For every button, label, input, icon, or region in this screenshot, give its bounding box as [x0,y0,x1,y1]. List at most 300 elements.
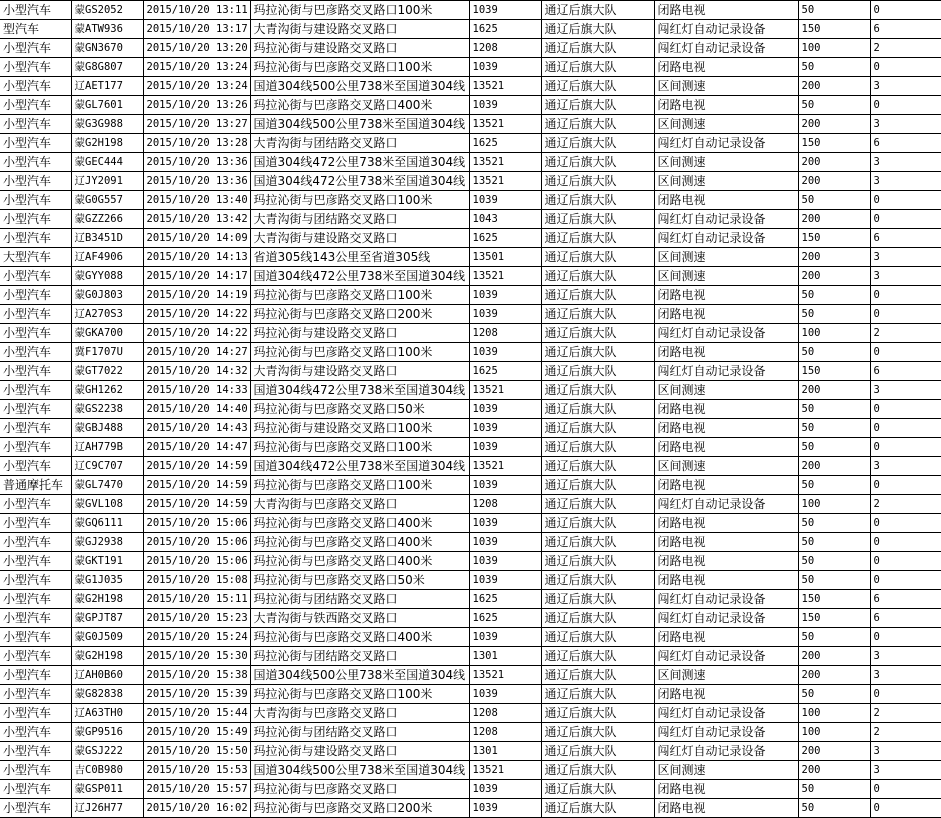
time-cell[interactable]: 2015/10/20 13:17 [143,20,250,39]
points-cell[interactable]: 6 [870,609,941,628]
plate-cell[interactable]: 蒙GN3670 [71,39,143,58]
fine-cell[interactable]: 200 [798,210,870,229]
fine-cell[interactable]: 50 [798,476,870,495]
method-cell[interactable]: 区间测速 [654,248,798,267]
time-cell[interactable]: 2015/10/20 14:22 [143,324,250,343]
time-cell[interactable]: 2015/10/20 15:44 [143,704,250,723]
points-cell[interactable]: 0 [870,191,941,210]
vehicle-type-cell[interactable]: 小型汽车 [0,647,71,666]
fine-cell[interactable]: 50 [798,286,870,305]
brigade-cell[interactable]: 通辽后旗大队 [541,666,654,685]
vehicle-type-cell[interactable]: 小型汽车 [0,761,71,780]
vehicle-type-cell[interactable]: 普通摩托车 [0,476,71,495]
brigade-cell[interactable]: 通辽后旗大队 [541,647,654,666]
points-cell[interactable]: 3 [870,742,941,761]
points-cell[interactable]: 0 [870,571,941,590]
plate-cell[interactable]: 蒙GKA700 [71,324,143,343]
location-cell[interactable]: 国道304线500公里738米至国道304线 [250,115,469,134]
time-cell[interactable]: 2015/10/20 13:36 [143,153,250,172]
method-cell[interactable]: 闯红灯自动记录设备 [654,590,798,609]
time-cell[interactable]: 2015/10/20 13:28 [143,134,250,153]
location-cell[interactable]: 玛拉沁街与巴彦路交叉路口400米 [250,628,469,647]
time-cell[interactable]: 2015/10/20 15:06 [143,514,250,533]
vehicle-type-cell[interactable]: 小型汽车 [0,1,71,20]
vehicle-type-cell[interactable]: 小型汽车 [0,742,71,761]
points-cell[interactable]: 3 [870,666,941,685]
brigade-cell[interactable]: 通辽后旗大队 [541,723,654,742]
plate-cell[interactable]: 蒙GH1262 [71,381,143,400]
location-cell[interactable]: 国道304线472公里738米至国道304线 [250,267,469,286]
location-code-cell[interactable]: 13521 [469,77,541,96]
plate-cell[interactable]: 蒙G2H198 [71,590,143,609]
location-code-cell[interactable]: 1039 [469,58,541,77]
vehicle-type-cell[interactable]: 大型汽车 [0,248,71,267]
method-cell[interactable]: 区间测速 [654,457,798,476]
time-cell[interactable]: 2015/10/20 15:23 [143,609,250,628]
points-cell[interactable]: 6 [870,362,941,381]
vehicle-type-cell[interactable]: 小型汽车 [0,324,71,343]
location-code-cell[interactable]: 1208 [469,324,541,343]
time-cell[interactable]: 2015/10/20 14:40 [143,400,250,419]
plate-cell[interactable]: 辽JY2091 [71,172,143,191]
plate-cell[interactable]: 蒙G2H198 [71,134,143,153]
vehicle-type-cell[interactable]: 小型汽车 [0,305,71,324]
points-cell[interactable]: 3 [870,153,941,172]
points-cell[interactable]: 0 [870,96,941,115]
location-cell[interactable]: 大青沟街与铁西路交叉路口 [250,609,469,628]
points-cell[interactable]: 2 [870,723,941,742]
vehicle-type-cell[interactable]: 小型汽车 [0,210,71,229]
vehicle-type-cell[interactable]: 小型汽车 [0,571,71,590]
time-cell[interactable]: 2015/10/20 15:30 [143,647,250,666]
location-code-cell[interactable]: 1625 [469,134,541,153]
method-cell[interactable]: 闯红灯自动记录设备 [654,134,798,153]
location-cell[interactable]: 玛拉沁街与巴彦路交叉路口50米 [250,400,469,419]
location-code-cell[interactable]: 1039 [469,305,541,324]
time-cell[interactable]: 2015/10/20 15:08 [143,571,250,590]
time-cell[interactable]: 2015/10/20 14:47 [143,438,250,457]
time-cell[interactable]: 2015/10/20 15:38 [143,666,250,685]
location-cell[interactable]: 玛拉沁街与巴彦路交叉路口100米 [250,191,469,210]
brigade-cell[interactable]: 通辽后旗大队 [541,609,654,628]
location-cell[interactable]: 大青沟街与团结路交叉路口 [250,210,469,229]
brigade-cell[interactable]: 通辽后旗大队 [541,58,654,77]
method-cell[interactable]: 闯红灯自动记录设备 [654,742,798,761]
fine-cell[interactable]: 200 [798,172,870,191]
brigade-cell[interactable]: 通辽后旗大队 [541,400,654,419]
fine-cell[interactable]: 200 [798,457,870,476]
points-cell[interactable]: 0 [870,286,941,305]
time-cell[interactable]: 2015/10/20 14:33 [143,381,250,400]
brigade-cell[interactable]: 通辽后旗大队 [541,780,654,799]
vehicle-type-cell[interactable]: 小型汽车 [0,723,71,742]
location-cell[interactable]: 玛拉沁街与巴彦路交叉路口 [250,780,469,799]
points-cell[interactable]: 3 [870,457,941,476]
time-cell[interactable]: 2015/10/20 14:59 [143,476,250,495]
location-cell[interactable]: 玛拉沁街与巴彦路交叉路口400米 [250,552,469,571]
vehicle-type-cell[interactable]: 小型汽车 [0,96,71,115]
fine-cell[interactable]: 150 [798,609,870,628]
points-cell[interactable]: 6 [870,590,941,609]
points-cell[interactable]: 0 [870,343,941,362]
location-code-cell[interactable]: 1039 [469,552,541,571]
time-cell[interactable]: 2015/10/20 15:57 [143,780,250,799]
location-cell[interactable]: 玛拉沁街与巴彦路交叉路口200米 [250,305,469,324]
plate-cell[interactable]: 辽B3451D [71,229,143,248]
location-code-cell[interactable]: 1208 [469,704,541,723]
location-cell[interactable]: 国道304线500公里738米至国道304线 [250,77,469,96]
location-cell[interactable]: 国道304线472公里738米至国道304线 [250,153,469,172]
fine-cell[interactable]: 100 [798,704,870,723]
location-code-cell[interactable]: 1208 [469,495,541,514]
method-cell[interactable]: 闭路电视 [654,191,798,210]
time-cell[interactable]: 2015/10/20 15:49 [143,723,250,742]
brigade-cell[interactable]: 通辽后旗大队 [541,305,654,324]
method-cell[interactable]: 区间测速 [654,381,798,400]
plate-cell[interactable]: 辽A63TH0 [71,704,143,723]
brigade-cell[interactable]: 通辽后旗大队 [541,742,654,761]
points-cell[interactable]: 3 [870,267,941,286]
vehicle-type-cell[interactable]: 小型汽车 [0,685,71,704]
location-code-cell[interactable]: 1039 [469,400,541,419]
plate-cell[interactable]: 蒙GP9516 [71,723,143,742]
time-cell[interactable]: 2015/10/20 14:17 [143,267,250,286]
method-cell[interactable]: 闭路电视 [654,780,798,799]
points-cell[interactable]: 3 [870,77,941,96]
location-cell[interactable]: 玛拉沁街与团结路交叉路口 [250,723,469,742]
points-cell[interactable]: 0 [870,419,941,438]
method-cell[interactable]: 闯红灯自动记录设备 [654,324,798,343]
points-cell[interactable]: 0 [870,799,941,818]
fine-cell[interactable]: 50 [798,552,870,571]
brigade-cell[interactable]: 通辽后旗大队 [541,210,654,229]
location-code-cell[interactable]: 1039 [469,685,541,704]
method-cell[interactable]: 闭路电视 [654,685,798,704]
fine-cell[interactable]: 200 [798,267,870,286]
brigade-cell[interactable]: 通辽后旗大队 [541,134,654,153]
location-cell[interactable]: 玛拉沁街与巴彦路交叉路口400米 [250,533,469,552]
brigade-cell[interactable]: 通辽后旗大队 [541,96,654,115]
location-code-cell[interactable]: 1039 [469,1,541,20]
fine-cell[interactable]: 100 [798,723,870,742]
plate-cell[interactable]: 蒙GQ6111 [71,514,143,533]
location-cell[interactable]: 玛拉沁街与巴彦路交叉路口50米 [250,571,469,590]
brigade-cell[interactable]: 通辽后旗大队 [541,1,654,20]
points-cell[interactable]: 0 [870,1,941,20]
location-cell[interactable]: 省道305线143公里至省道305线 [250,248,469,267]
fine-cell[interactable]: 200 [798,153,870,172]
location-code-cell[interactable]: 1301 [469,647,541,666]
plate-cell[interactable]: 蒙GSP011 [71,780,143,799]
points-cell[interactable]: 3 [870,115,941,134]
vehicle-type-cell[interactable]: 小型汽车 [0,628,71,647]
fine-cell[interactable]: 200 [798,381,870,400]
location-cell[interactable]: 大青沟街与建设路交叉路口 [250,20,469,39]
points-cell[interactable]: 0 [870,476,941,495]
plate-cell[interactable]: 蒙G0J509 [71,628,143,647]
points-cell[interactable]: 6 [870,134,941,153]
plate-cell[interactable]: 蒙G82838 [71,685,143,704]
vehicle-type-cell[interactable]: 小型汽车 [0,552,71,571]
time-cell[interactable]: 2015/10/20 14:19 [143,286,250,305]
plate-cell[interactable]: 蒙G0J803 [71,286,143,305]
fine-cell[interactable]: 50 [798,799,870,818]
location-cell[interactable]: 大青沟街与巴彦路交叉路口 [250,495,469,514]
time-cell[interactable]: 2015/10/20 13:24 [143,77,250,96]
fine-cell[interactable]: 200 [798,248,870,267]
method-cell[interactable]: 闯红灯自动记录设备 [654,609,798,628]
brigade-cell[interactable]: 通辽后旗大队 [541,248,654,267]
vehicle-type-cell[interactable]: 小型汽车 [0,362,71,381]
fine-cell[interactable]: 50 [798,1,870,20]
vehicle-type-cell[interactable]: 小型汽车 [0,457,71,476]
method-cell[interactable]: 闭路电视 [654,1,798,20]
location-code-cell[interactable]: 1208 [469,39,541,58]
brigade-cell[interactable]: 通辽后旗大队 [541,324,654,343]
fine-cell[interactable]: 50 [798,400,870,419]
method-cell[interactable]: 闯红灯自动记录设备 [654,229,798,248]
location-code-cell[interactable]: 1043 [469,210,541,229]
vehicle-type-cell[interactable]: 小型汽车 [0,77,71,96]
location-cell[interactable]: 玛拉沁街与巴彦路交叉路口100米 [250,438,469,457]
brigade-cell[interactable]: 通辽后旗大队 [541,628,654,647]
location-cell[interactable]: 玛拉沁街与团结路交叉路口 [250,647,469,666]
points-cell[interactable]: 3 [870,248,941,267]
fine-cell[interactable]: 50 [798,58,870,77]
brigade-cell[interactable]: 通辽后旗大队 [541,438,654,457]
fine-cell[interactable]: 150 [798,229,870,248]
vehicle-type-cell[interactable]: 小型汽车 [0,438,71,457]
plate-cell[interactable]: 辽AF4906 [71,248,143,267]
time-cell[interactable]: 2015/10/20 13:26 [143,96,250,115]
location-cell[interactable]: 玛拉沁街与建设路交叉路口100米 [250,419,469,438]
plate-cell[interactable]: 蒙GVL108 [71,495,143,514]
plate-cell[interactable]: 蒙G0G557 [71,191,143,210]
location-cell[interactable]: 玛拉沁街与团结路交叉路口 [250,590,469,609]
time-cell[interactable]: 2015/10/20 15:06 [143,533,250,552]
location-code-cell[interactable]: 1039 [469,96,541,115]
plate-cell[interactable]: 吉C0B980 [71,761,143,780]
fine-cell[interactable]: 200 [798,647,870,666]
location-code-cell[interactable]: 1039 [469,476,541,495]
location-cell[interactable]: 国道304线472公里738米至国道304线 [250,172,469,191]
vehicle-type-cell[interactable]: 型汽车 [0,20,71,39]
method-cell[interactable]: 闭路电视 [654,799,798,818]
points-cell[interactable]: 0 [870,514,941,533]
location-cell[interactable]: 玛拉沁街与巴彦路交叉路口100米 [250,685,469,704]
brigade-cell[interactable]: 通辽后旗大队 [541,514,654,533]
time-cell[interactable]: 2015/10/20 13:20 [143,39,250,58]
vehicle-type-cell[interactable]: 小型汽车 [0,229,71,248]
method-cell[interactable]: 区间测速 [654,267,798,286]
time-cell[interactable]: 2015/10/20 13:40 [143,191,250,210]
fine-cell[interactable]: 200 [798,666,870,685]
plate-cell[interactable]: 蒙GS2052 [71,1,143,20]
method-cell[interactable]: 区间测速 [654,666,798,685]
vehicle-type-cell[interactable]: 小型汽车 [0,514,71,533]
location-code-cell[interactable]: 1625 [469,229,541,248]
location-cell[interactable]: 玛拉沁街与巴彦路交叉路口400米 [250,514,469,533]
time-cell[interactable]: 2015/10/20 15:39 [143,685,250,704]
location-code-cell[interactable]: 13521 [469,172,541,191]
location-code-cell[interactable]: 1039 [469,286,541,305]
brigade-cell[interactable]: 通辽后旗大队 [541,799,654,818]
plate-cell[interactable]: 蒙G1J035 [71,571,143,590]
brigade-cell[interactable]: 通辽后旗大队 [541,362,654,381]
location-code-cell[interactable]: 13501 [469,248,541,267]
location-code-cell[interactable]: 1625 [469,362,541,381]
method-cell[interactable]: 闭路电视 [654,571,798,590]
plate-cell[interactable]: 辽AH779B [71,438,143,457]
fine-cell[interactable]: 50 [798,343,870,362]
vehicle-type-cell[interactable]: 小型汽车 [0,153,71,172]
points-cell[interactable]: 2 [870,39,941,58]
points-cell[interactable]: 3 [870,761,941,780]
fine-cell[interactable]: 50 [798,191,870,210]
brigade-cell[interactable]: 通辽后旗大队 [541,267,654,286]
location-cell[interactable]: 玛拉沁街与建设路交叉路口 [250,324,469,343]
method-cell[interactable]: 区间测速 [654,115,798,134]
method-cell[interactable]: 闭路电视 [654,343,798,362]
brigade-cell[interactable]: 通辽后旗大队 [541,590,654,609]
location-code-cell[interactable]: 13521 [469,381,541,400]
method-cell[interactable]: 区间测速 [654,172,798,191]
points-cell[interactable]: 2 [870,495,941,514]
points-cell[interactable]: 0 [870,210,941,229]
vehicle-type-cell[interactable]: 小型汽车 [0,419,71,438]
location-code-cell[interactable]: 13521 [469,666,541,685]
method-cell[interactable]: 闭路电视 [654,305,798,324]
location-code-cell[interactable]: 1208 [469,723,541,742]
location-code-cell[interactable]: 1039 [469,571,541,590]
vehicle-type-cell[interactable]: 小型汽车 [0,780,71,799]
location-code-cell[interactable]: 13521 [469,153,541,172]
method-cell[interactable]: 闭路电视 [654,438,798,457]
vehicle-type-cell[interactable]: 小型汽车 [0,343,71,362]
time-cell[interactable]: 2015/10/20 14:43 [143,419,250,438]
method-cell[interactable]: 闯红灯自动记录设备 [654,647,798,666]
time-cell[interactable]: 2015/10/20 15:50 [143,742,250,761]
vehicle-type-cell[interactable]: 小型汽车 [0,590,71,609]
fine-cell[interactable]: 50 [798,305,870,324]
fine-cell[interactable]: 50 [798,685,870,704]
vehicle-type-cell[interactable]: 小型汽车 [0,286,71,305]
brigade-cell[interactable]: 通辽后旗大队 [541,39,654,58]
brigade-cell[interactable]: 通辽后旗大队 [541,495,654,514]
vehicle-type-cell[interactable]: 小型汽车 [0,267,71,286]
fine-cell[interactable]: 50 [798,96,870,115]
time-cell[interactable]: 2015/10/20 14:09 [143,229,250,248]
plate-cell[interactable]: 辽C9C707 [71,457,143,476]
points-cell[interactable]: 3 [870,647,941,666]
location-cell[interactable]: 玛拉沁街与巴彦路交叉路口400米 [250,96,469,115]
location-cell[interactable]: 大青沟街与建设路交叉路口 [250,229,469,248]
location-cell[interactable]: 玛拉沁街与巴彦路交叉路口100米 [250,476,469,495]
location-code-cell[interactable]: 1039 [469,343,541,362]
vehicle-type-cell[interactable]: 小型汽车 [0,172,71,191]
plate-cell[interactable]: 蒙G2H198 [71,647,143,666]
points-cell[interactable]: 2 [870,324,941,343]
time-cell[interactable]: 2015/10/20 14:13 [143,248,250,267]
brigade-cell[interactable]: 通辽后旗大队 [541,153,654,172]
brigade-cell[interactable]: 通辽后旗大队 [541,685,654,704]
location-code-cell[interactable]: 13521 [469,115,541,134]
plate-cell[interactable]: 蒙GS2238 [71,400,143,419]
points-cell[interactable]: 0 [870,305,941,324]
fine-cell[interactable]: 50 [798,438,870,457]
location-cell[interactable]: 大青沟街与巴彦路交叉路口 [250,704,469,723]
brigade-cell[interactable]: 通辽后旗大队 [541,172,654,191]
vehicle-type-cell[interactable]: 小型汽车 [0,115,71,134]
time-cell[interactable]: 2015/10/20 15:06 [143,552,250,571]
location-code-cell[interactable]: 1039 [469,799,541,818]
points-cell[interactable]: 0 [870,58,941,77]
location-cell[interactable]: 玛拉沁街与巴彦路交叉路口100米 [250,286,469,305]
plate-cell[interactable]: 辽J26H77 [71,799,143,818]
time-cell[interactable]: 2015/10/20 14:22 [143,305,250,324]
location-code-cell[interactable]: 13521 [469,267,541,286]
location-cell[interactable]: 玛拉沁街与巴彦路交叉路口100米 [250,343,469,362]
time-cell[interactable]: 2015/10/20 13:27 [143,115,250,134]
location-code-cell[interactable]: 1625 [469,609,541,628]
location-code-cell[interactable]: 1039 [469,780,541,799]
plate-cell[interactable]: 蒙G3G988 [71,115,143,134]
vehicle-type-cell[interactable]: 小型汽车 [0,134,71,153]
location-code-cell[interactable]: 1039 [469,628,541,647]
method-cell[interactable]: 闯红灯自动记录设备 [654,20,798,39]
plate-cell[interactable]: 蒙G8G807 [71,58,143,77]
brigade-cell[interactable]: 通辽后旗大队 [541,229,654,248]
brigade-cell[interactable]: 通辽后旗大队 [541,704,654,723]
points-cell[interactable]: 0 [870,438,941,457]
method-cell[interactable]: 区间测速 [654,77,798,96]
fine-cell[interactable]: 200 [798,115,870,134]
time-cell[interactable]: 2015/10/20 16:02 [143,799,250,818]
time-cell[interactable]: 2015/10/20 14:27 [143,343,250,362]
fine-cell[interactable]: 200 [798,761,870,780]
location-code-cell[interactable]: 1301 [469,742,541,761]
fine-cell[interactable]: 150 [798,362,870,381]
location-code-cell[interactable]: 1625 [469,590,541,609]
brigade-cell[interactable]: 通辽后旗大队 [541,77,654,96]
fine-cell[interactable]: 50 [798,628,870,647]
location-cell[interactable]: 国道304线500公里738米至国道304线 [250,666,469,685]
method-cell[interactable]: 闯红灯自动记录设备 [654,39,798,58]
method-cell[interactable]: 闭路电视 [654,514,798,533]
vehicle-type-cell[interactable]: 小型汽车 [0,39,71,58]
plate-cell[interactable]: 蒙GZZ266 [71,210,143,229]
fine-cell[interactable]: 50 [798,571,870,590]
fine-cell[interactable]: 200 [798,77,870,96]
location-code-cell[interactable]: 1039 [469,533,541,552]
plate-cell[interactable]: 蒙GBJ488 [71,419,143,438]
method-cell[interactable]: 闯红灯自动记录设备 [654,210,798,229]
fine-cell[interactable]: 50 [798,419,870,438]
location-code-cell[interactable]: 1039 [469,438,541,457]
vehicle-type-cell[interactable]: 小型汽车 [0,400,71,419]
vehicle-type-cell[interactable]: 小型汽车 [0,799,71,818]
points-cell[interactable]: 0 [870,552,941,571]
brigade-cell[interactable]: 通辽后旗大队 [541,552,654,571]
brigade-cell[interactable]: 通辽后旗大队 [541,457,654,476]
location-cell[interactable]: 大青沟街与团结路交叉路口 [250,134,469,153]
location-cell[interactable]: 玛拉沁街与巴彦路交叉路口200米 [250,799,469,818]
points-cell[interactable]: 6 [870,229,941,248]
brigade-cell[interactable]: 通辽后旗大队 [541,191,654,210]
vehicle-type-cell[interactable]: 小型汽车 [0,495,71,514]
location-cell[interactable]: 玛拉沁街与建设路交叉路口 [250,39,469,58]
method-cell[interactable]: 闯红灯自动记录设备 [654,723,798,742]
